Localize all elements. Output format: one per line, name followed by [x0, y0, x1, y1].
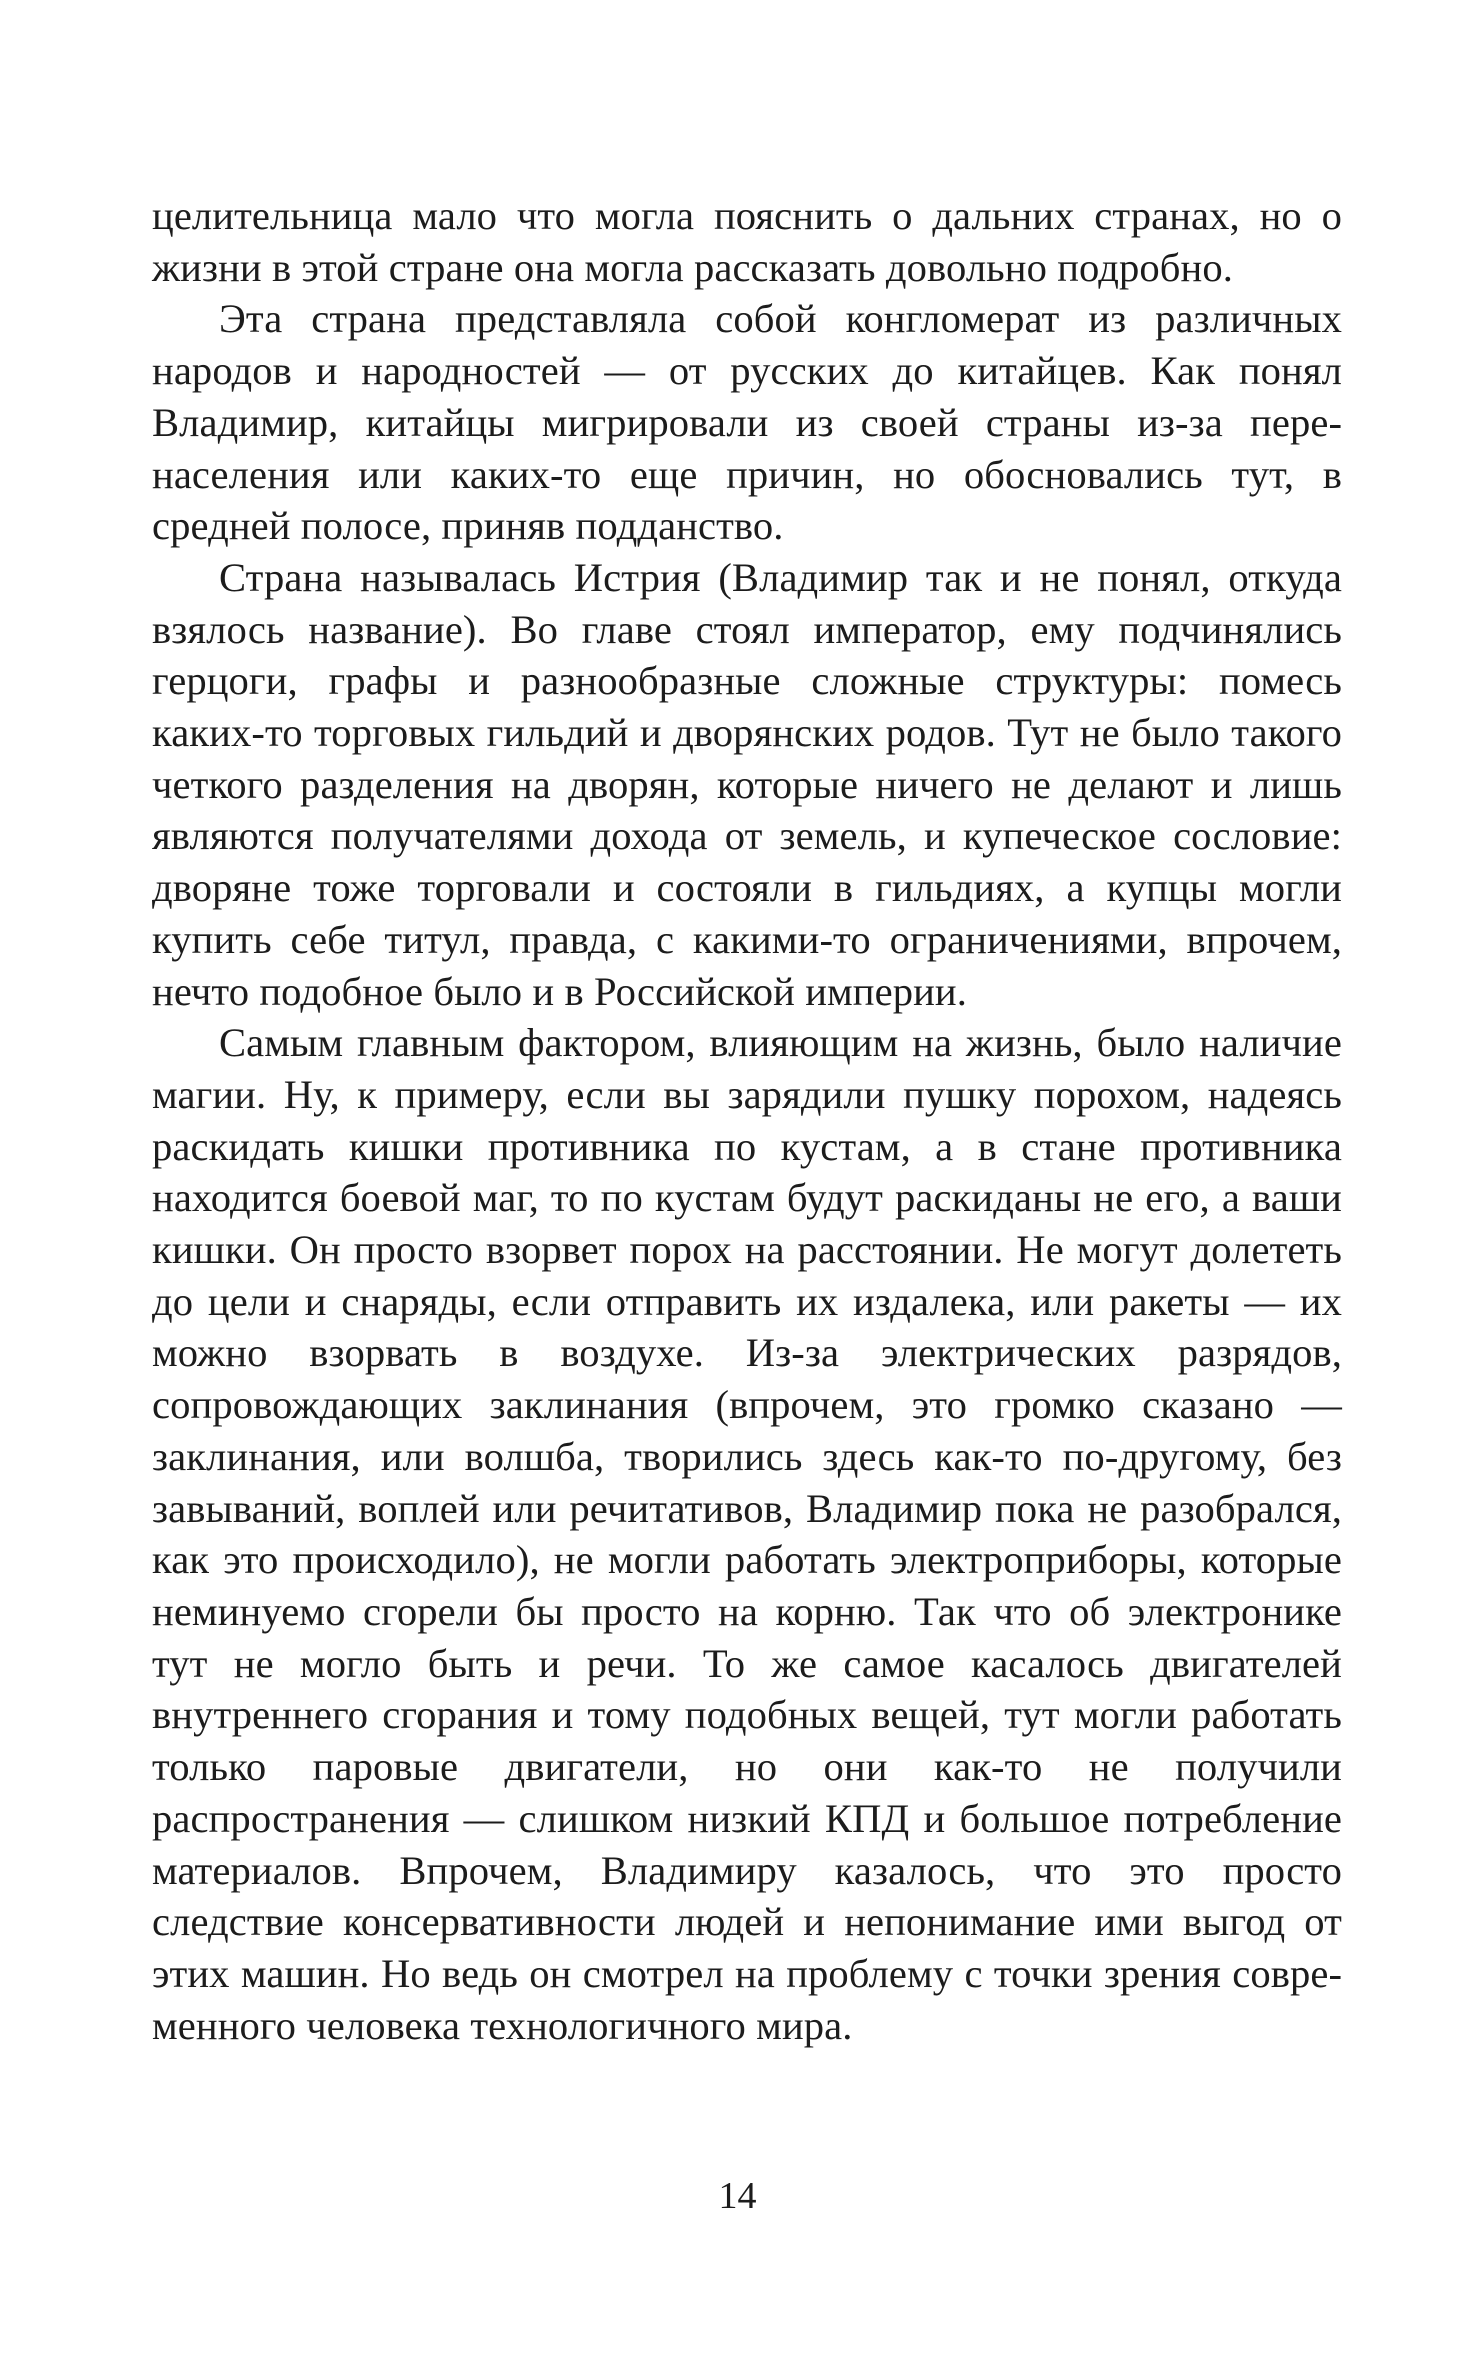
paragraph-continued: целительница мало что могла пояснить о дальних странах, но о жизни в этой стране она могла рассказать довольно подробно.: [152, 193, 1342, 290]
paragraph: Эта страна представляла собой конгломерат из различных народов и народностей — от русских до китайцев. Как понял Владимир, китайцы мигрировали из своей страны из-за перенаселения или каких-то еще причин, но обосновались тут, в средней полосе, приняв подданство.: [152, 296, 1342, 549]
paragraph: Страна называлась Истрия (Владимир так и не понял, откуда взялось название). Во главе стоял император, ему подчинялись герцоги, графы и разнообразные сложные структуры: помесь каких-то торговых гильдий и дворянских родов. Тут не было такого четкого разделения на дворян, которые ничего не делают и лишь являются получателями дохода от земель, и купеческое сословие: дворяне тоже торговали и состояли в гильдиях, а купцы могли купить себе титул, правда, с какими-то ограничениями, впрочем, нечто подобное было и в Российской империи.: [152, 554, 1342, 1014]
body-text: [152, 190, 1342, 2051]
paragraph: Самым главным фактором, влияющим на жизнь, было наличие магии. Ну, к примеру, если вы зарядили пушку порохом, надеясь раскидать кишки противника по кустам, а в стане противника находится боевой маг, то по кустам будут раскиданы не его, а ваши кишки. Он просто взорвет порох на расстоянии. Не могут долететь до цели и снаряды, если отправить их издалека, или ракеты — их можно взорвать в воздухе. Из-за электрических разрядов, сопровождающих заклинания (впрочем, это громко сказано — заклинания, или волшба, творились здесь как-то по-другому, без завываний, воплей или речитативов, Владимир пока не разобрался, как это происходило), не могли работать электроприборы, которые неминуемо сгорели бы просто на корню. Так что об электронике тут не могло быть и речи. То же самое касалось двигателей внутреннего сгорания и тому подобных вещей, тут могли работать только паровые двигатели, но они как-то не получили распространения — слишком низкий КПД и большое потребление материалов. Впрочем, Владимиру казалось, что это просто следствие консервативности людей и непонимание ими выгод от этих машин. Но ведь он смотрел на проблему с точки зрения современного человека технологичного мира.: [152, 1020, 1342, 2048]
page-number: 14: [718, 2175, 757, 2217]
